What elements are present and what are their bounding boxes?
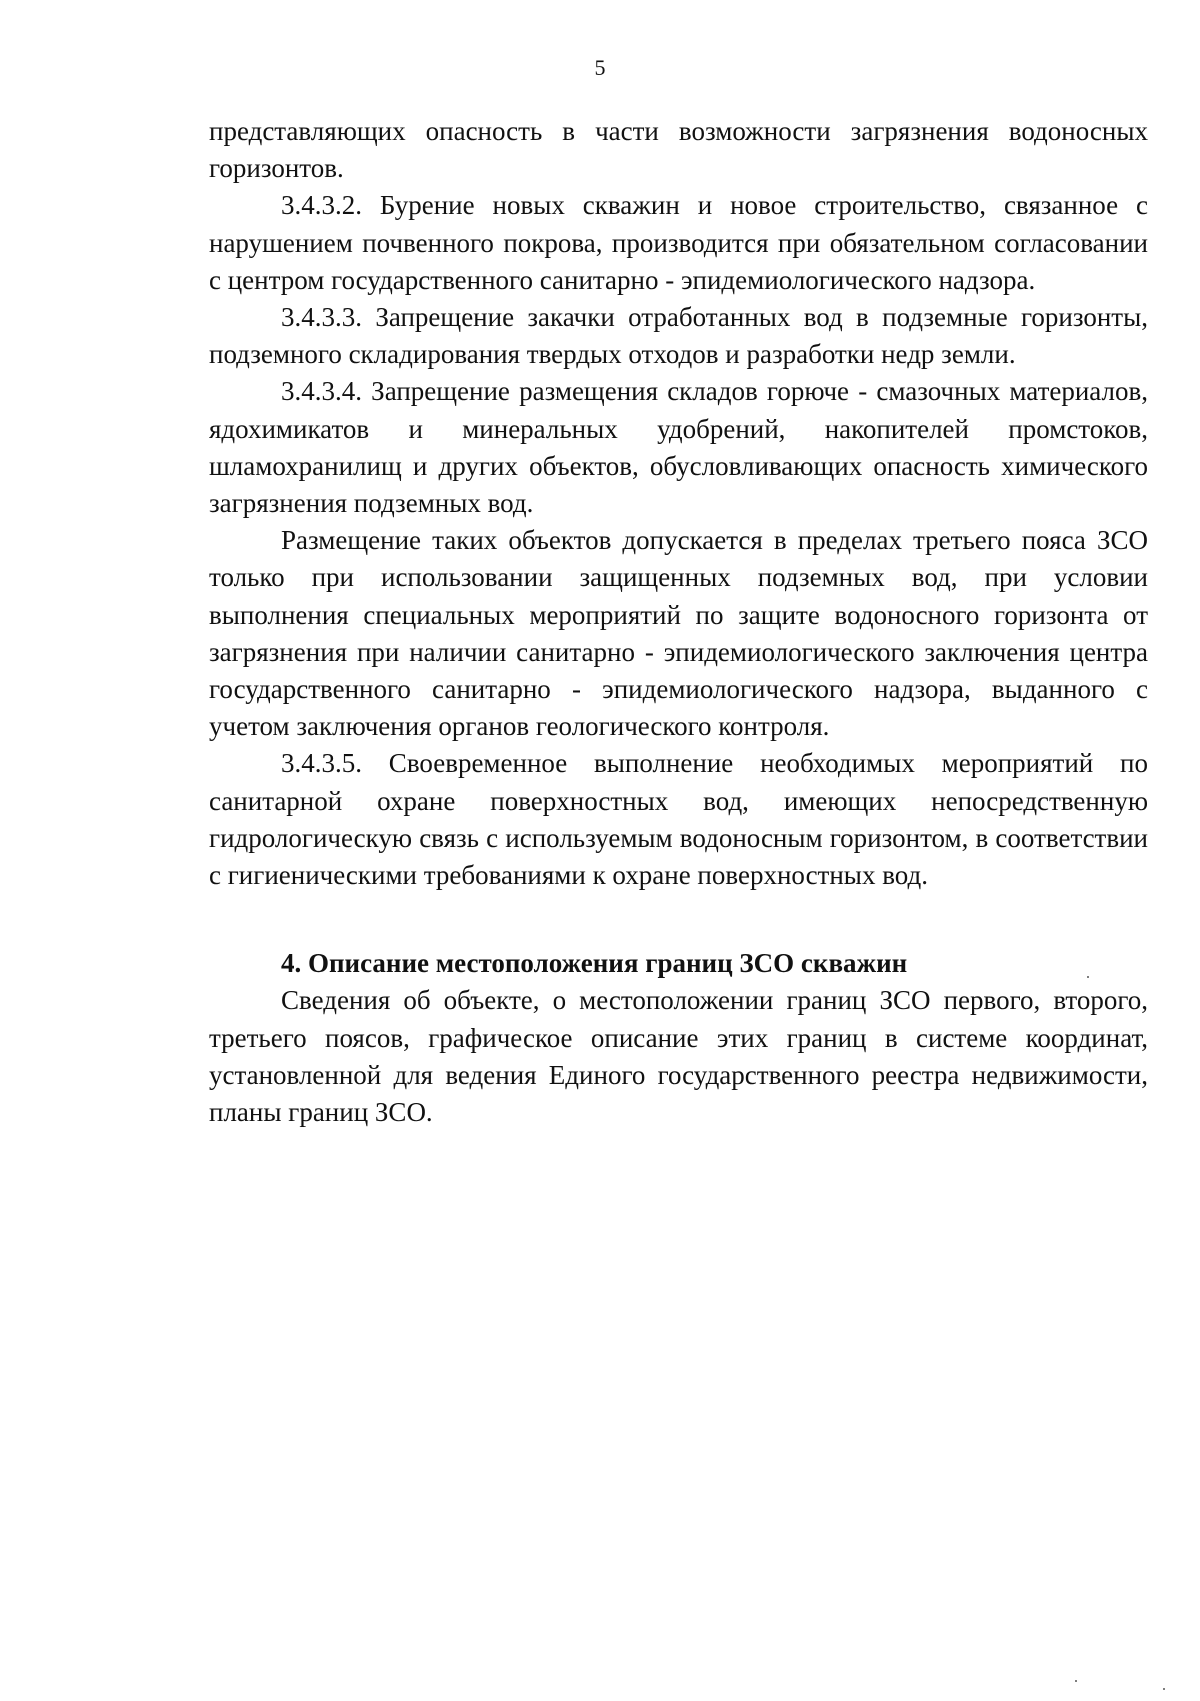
scan-speck [1163,1688,1165,1690]
paragraph-placement: Размещение таких объектов допускается в пределах третьего пояса ЗСО только при использовании защищенных подземных вод, при условии выполнения специальных мероприятий по защите водоносного горизонта от загрязнения при наличии санитарно - эпидемиологического заключения центра государственного санитарно - эпидемиологического надзора, выданного с учетом заключения органов геологического контроля. [209,525,1148,742]
scan-speck [1087,976,1089,978]
section-heading: 4. Описание местоположения границ ЗСО скважин [281,948,908,979]
document-body [209,113,1148,1131]
page-number: 5 [594,55,606,80]
paragraph-3-4-3-2: 3.4.3.2. Бурение новых скважин и новое строительство, связанное с нарушением почвенного покрова, производится при обязательном согласовании с центром государственного санитарно - эпидемиологического надзора. [209,190,1148,295]
paragraph-3-4-3-5: 3.4.3.5. Своевременное выполнение необходимых мероприятий по санитарной охране поверхностных вод, имеющих непосредственную гидрологическую связь с используемым водоносным горизонтом, в соответствии с гигиеническими требованиями к охране поверхностных вод. [209,748,1148,891]
paragraph-3-4-3-3: 3.4.3.3. Запрещение закачки отработанных вод в подземные горизонты, подземного складирования твердых отходов и разработки недр земли. [209,302,1148,370]
section-paragraph: Сведения об объекте, о местоположении границ ЗСО первого, второго, третьего поясов, графическое описание этих границ в системе координат, установленной для ведения Единого государственного реестра недвижимости, планы границ ЗСО. [209,985,1148,1128]
paragraph-continuation: представляющих опасность в части возможности загрязнения водоносных горизонтов. [209,116,1148,184]
scan-speck [1075,1680,1077,1682]
paragraph-3-4-3-4: 3.4.3.4. Запрещение размещения складов горюче - смазочных материалов, ядохимикатов и минеральных удобрений, накопителей промстоков, шламохранилищ и других объектов, обусловливающих опасность химического загрязнения подземных вод. [209,376,1148,519]
